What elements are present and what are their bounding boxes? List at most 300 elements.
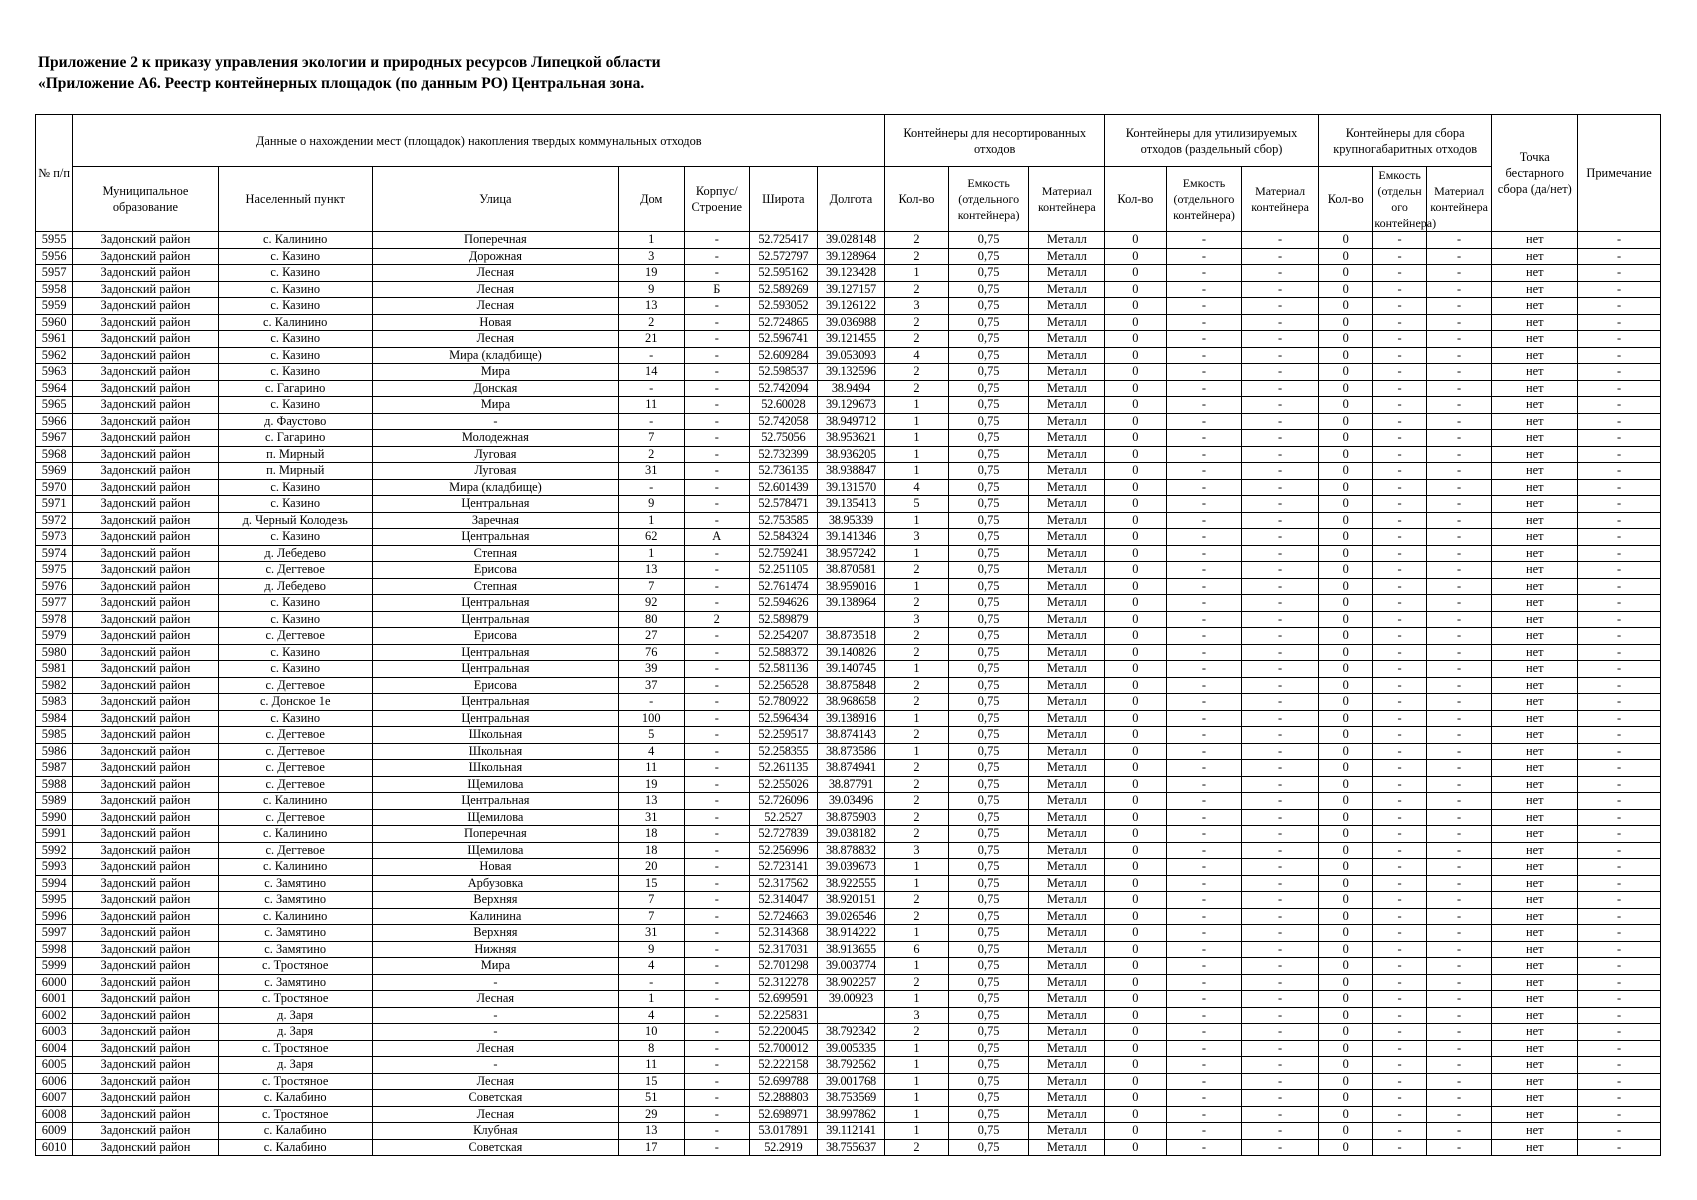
- cell-lat: 52.753585: [750, 512, 818, 529]
- cell-street: Верхняя: [372, 925, 618, 942]
- cell-lat: 52.759241: [750, 545, 818, 562]
- cell-municipality: Задонский район: [73, 545, 218, 562]
- cell-recycle-material: -: [1242, 727, 1319, 744]
- cell-municipality: Задонский район: [73, 694, 218, 711]
- cell-bagless: нет: [1492, 842, 1578, 859]
- cell-house: 19: [618, 776, 684, 793]
- table-row: [36, 611, 1661, 628]
- cell-unsorted-material: Металл: [1029, 991, 1105, 1008]
- cell-unsorted-capacity: 0,75: [948, 842, 1029, 859]
- cell-house: 10: [618, 1024, 684, 1041]
- cell-building: Б: [684, 281, 750, 298]
- cell-house: 11: [618, 1057, 684, 1074]
- cell-recycle-capacity: -: [1166, 710, 1242, 727]
- cell-settlement: с. Тростяное: [218, 1106, 372, 1123]
- cell-bulky-count: 0: [1318, 248, 1372, 265]
- cell-lat: 52.609284: [750, 347, 818, 364]
- table-header: [36, 115, 1661, 232]
- cell-unsorted-material: Металл: [1029, 611, 1105, 628]
- cell-bulky-capacity: -: [1373, 1007, 1426, 1024]
- cell-bulky-material: -: [1426, 413, 1492, 430]
- cell-recycle-count: 0: [1105, 793, 1167, 810]
- table-row: [36, 364, 1661, 381]
- cell-lon: 38.902257: [817, 974, 885, 991]
- table-row: [36, 413, 1661, 430]
- cell-recycle-count: 0: [1105, 1040, 1167, 1057]
- cell-unsorted-count: 2: [885, 892, 949, 909]
- table-row: [36, 925, 1661, 942]
- cell-note: -: [1578, 430, 1661, 447]
- cell-settlement: с. Казино: [218, 298, 372, 315]
- cell-recycle-capacity: -: [1166, 298, 1242, 315]
- cell-bulky-count: 0: [1318, 364, 1372, 381]
- cell-bulky-capacity: -: [1373, 859, 1426, 876]
- cell-recycle-count: 0: [1105, 413, 1167, 430]
- cell-unsorted-capacity: 0,75: [948, 397, 1029, 414]
- cell-street: Школьная: [372, 727, 618, 744]
- cell-unsorted-material: Металл: [1029, 776, 1105, 793]
- cell-house: 13: [618, 298, 684, 315]
- cell-unsorted-capacity: 0,75: [948, 974, 1029, 991]
- cell-lat: 52.727839: [750, 826, 818, 843]
- cell-recycle-count: 0: [1105, 941, 1167, 958]
- cell-municipality: Задонский район: [73, 958, 218, 975]
- table-row: [36, 248, 1661, 265]
- cell-bulky-capacity: -: [1373, 1090, 1426, 1107]
- cell-lon: 38.997862: [817, 1106, 885, 1123]
- cell-recycle-material: -: [1242, 397, 1319, 414]
- cell-bulky-material: -: [1426, 892, 1492, 909]
- cell-building: -: [684, 892, 750, 909]
- cell-unsorted-material: Металл: [1029, 578, 1105, 595]
- cell-recycle-capacity: -: [1166, 611, 1242, 628]
- cell-unsorted-count: 3: [885, 1007, 949, 1024]
- cell-unsorted-material: Металл: [1029, 331, 1105, 348]
- cell-num: 5967: [36, 430, 73, 447]
- cell-bulky-material: -: [1426, 925, 1492, 942]
- cell-recycle-count: 0: [1105, 265, 1167, 282]
- cell-note: -: [1578, 727, 1661, 744]
- cell-bagless: нет: [1492, 347, 1578, 364]
- cell-num: 5998: [36, 941, 73, 958]
- cell-num: 5999: [36, 958, 73, 975]
- cell-bagless: нет: [1492, 908, 1578, 925]
- cell-bulky-material: -: [1426, 611, 1492, 628]
- title-line-1: Приложение 2 к приказу управления экологии и природных ресурсов Липецкой области: [38, 54, 661, 71]
- header-lat: Широта: [750, 167, 818, 232]
- cell-recycle-count: 0: [1105, 743, 1167, 760]
- table-row: [36, 562, 1661, 579]
- cell-unsorted-count: 2: [885, 1024, 949, 1041]
- cell-recycle-material: -: [1242, 347, 1319, 364]
- cell-num: 5994: [36, 875, 73, 892]
- cell-street: Ерисова: [372, 628, 618, 645]
- cell-recycle-count: 0: [1105, 529, 1167, 546]
- cell-settlement: п. Мирный: [218, 446, 372, 463]
- cell-house: 5: [618, 727, 684, 744]
- cell-building: -: [684, 265, 750, 282]
- cell-municipality: Задонский район: [73, 628, 218, 645]
- cell-bulky-capacity: -: [1373, 529, 1426, 546]
- cell-house: 2: [618, 314, 684, 331]
- cell-bulky-capacity: -: [1373, 727, 1426, 744]
- cell-house: 9: [618, 496, 684, 513]
- cell-unsorted-count: 2: [885, 314, 949, 331]
- cell-bagless: нет: [1492, 991, 1578, 1008]
- header-bulky-capacity: Емкость (отдельн ого контейнера): [1374, 168, 1437, 230]
- cell-municipality: Задонский район: [73, 776, 218, 793]
- cell-recycle-capacity: -: [1166, 1090, 1242, 1107]
- table-row: [36, 446, 1661, 463]
- cell-recycle-capacity: -: [1166, 661, 1242, 678]
- cell-bagless: нет: [1492, 512, 1578, 529]
- cell-recycle-capacity: -: [1166, 908, 1242, 925]
- cell-unsorted-count: 2: [885, 248, 949, 265]
- cell-note: -: [1578, 413, 1661, 430]
- header-unsorted-group: Контейнеры для несортированных отходов: [885, 115, 1105, 167]
- cell-house: 76: [618, 644, 684, 661]
- cell-bagless: нет: [1492, 1057, 1578, 1074]
- cell-recycle-material: -: [1242, 941, 1319, 958]
- cell-recycle-capacity: -: [1166, 232, 1242, 249]
- cell-lat: 52.598537: [750, 364, 818, 381]
- cell-unsorted-capacity: 0,75: [948, 826, 1029, 843]
- cell-bagless: нет: [1492, 1139, 1578, 1156]
- cell-num: 5963: [36, 364, 73, 381]
- cell-num: 5975: [36, 562, 73, 579]
- cell-recycle-material: -: [1242, 611, 1319, 628]
- cell-recycle-capacity: -: [1166, 793, 1242, 810]
- cell-recycle-capacity: -: [1166, 1024, 1242, 1041]
- table-row: [36, 545, 1661, 562]
- cell-recycle-count: 0: [1105, 1024, 1167, 1041]
- cell-note: -: [1578, 562, 1661, 579]
- cell-recycle-capacity: -: [1166, 925, 1242, 942]
- cell-unsorted-capacity: 0,75: [948, 578, 1029, 595]
- cell-street: Заречная: [372, 512, 618, 529]
- cell-house: 9: [618, 941, 684, 958]
- cell-recycle-capacity: -: [1166, 1073, 1242, 1090]
- cell-building: -: [684, 1040, 750, 1057]
- cell-num: 5962: [36, 347, 73, 364]
- cell-building: -: [684, 347, 750, 364]
- cell-unsorted-count: 1: [885, 265, 949, 282]
- cell-num: 5969: [36, 463, 73, 480]
- cell-house: 7: [618, 430, 684, 447]
- cell-bulky-material: -: [1426, 1106, 1492, 1123]
- cell-bulky-capacity: -: [1373, 413, 1426, 430]
- cell-bulky-capacity: -: [1373, 562, 1426, 579]
- cell-lon: 38.873586: [817, 743, 885, 760]
- table-row: [36, 710, 1661, 727]
- cell-recycle-count: 0: [1105, 991, 1167, 1008]
- cell-unsorted-material: Металл: [1029, 628, 1105, 645]
- cell-recycle-capacity: -: [1166, 545, 1242, 562]
- cell-num: 5973: [36, 529, 73, 546]
- cell-unsorted-material: Металл: [1029, 496, 1105, 513]
- cell-bulky-material: -: [1426, 496, 1492, 513]
- cell-lat: 52.742094: [750, 380, 818, 397]
- cell-num: 6008: [36, 1106, 73, 1123]
- cell-building: -: [684, 826, 750, 843]
- cell-unsorted-material: Металл: [1029, 595, 1105, 612]
- cell-recycle-capacity: -: [1166, 265, 1242, 282]
- cell-unsorted-count: 4: [885, 479, 949, 496]
- cell-lon: 38.959016: [817, 578, 885, 595]
- cell-building: -: [684, 677, 750, 694]
- cell-bulky-capacity: -: [1373, 595, 1426, 612]
- cell-bulky-count: 0: [1318, 479, 1372, 496]
- cell-note: -: [1578, 529, 1661, 546]
- cell-lon: 39.123428: [817, 265, 885, 282]
- cell-lon: 39.036988: [817, 314, 885, 331]
- cell-recycle-material: -: [1242, 793, 1319, 810]
- cell-bulky-capacity: -: [1373, 793, 1426, 810]
- cell-recycle-material: -: [1242, 430, 1319, 447]
- cell-bulky-count: 0: [1318, 1106, 1372, 1123]
- cell-lon: 39.121455: [817, 331, 885, 348]
- cell-note: -: [1578, 661, 1661, 678]
- cell-unsorted-material: Металл: [1029, 512, 1105, 529]
- cell-building: -: [684, 1106, 750, 1123]
- cell-bulky-material: -: [1426, 628, 1492, 645]
- cell-note: -: [1578, 710, 1661, 727]
- cell-unsorted-count: 2: [885, 281, 949, 298]
- header-lon: Долгота: [817, 167, 885, 232]
- cell-lat: 52.595162: [750, 265, 818, 282]
- cell-unsorted-material: Металл: [1029, 842, 1105, 859]
- cell-recycle-count: 0: [1105, 727, 1167, 744]
- cell-bulky-capacity: -: [1373, 1123, 1426, 1140]
- cell-municipality: Задонский район: [73, 826, 218, 843]
- cell-house: -: [618, 974, 684, 991]
- cell-recycle-count: 0: [1105, 562, 1167, 579]
- cell-lon: 39.128964: [817, 248, 885, 265]
- cell-recycle-material: -: [1242, 859, 1319, 876]
- cell-bulky-count: 0: [1318, 974, 1372, 991]
- cell-unsorted-count: 2: [885, 562, 949, 579]
- cell-unsorted-capacity: 0,75: [948, 875, 1029, 892]
- cell-municipality: Задонский район: [73, 1106, 218, 1123]
- header-location-group: Данные о нахождении мест (площадок) накопления твердых коммунальных отходов: [73, 115, 885, 167]
- cell-settlement: с. Дегтевое: [218, 727, 372, 744]
- cell-lat: 52.2527: [750, 809, 818, 826]
- cell-unsorted-material: Металл: [1029, 248, 1105, 265]
- table-row: [36, 463, 1661, 480]
- cell-unsorted-capacity: 0,75: [948, 545, 1029, 562]
- cell-lon: 39.131570: [817, 479, 885, 496]
- cell-municipality: Задонский район: [73, 479, 218, 496]
- cell-bulky-material: -: [1426, 248, 1492, 265]
- cell-unsorted-capacity: 0,75: [948, 281, 1029, 298]
- cell-bagless: нет: [1492, 1040, 1578, 1057]
- header-recycle-material: Материал контейнера: [1242, 167, 1319, 232]
- cell-bulky-material: -: [1426, 463, 1492, 480]
- cell-unsorted-material: Металл: [1029, 793, 1105, 810]
- cell-street: Центральная: [372, 595, 618, 612]
- cell-bagless: нет: [1492, 248, 1578, 265]
- cell-bulky-count: 0: [1318, 760, 1372, 777]
- cell-bulky-material: -: [1426, 562, 1492, 579]
- cell-recycle-capacity: -: [1166, 578, 1242, 595]
- table-row: [36, 1090, 1661, 1107]
- cell-recycle-material: -: [1242, 496, 1319, 513]
- cell-recycle-material: -: [1242, 743, 1319, 760]
- cell-bulky-capacity: -: [1373, 710, 1426, 727]
- cell-bagless: нет: [1492, 331, 1578, 348]
- cell-recycle-capacity: -: [1166, 842, 1242, 859]
- cell-street: -: [372, 1007, 618, 1024]
- cell-bulky-material: -: [1426, 727, 1492, 744]
- cell-num: 5974: [36, 545, 73, 562]
- cell-lon: 38.938847: [817, 463, 885, 480]
- cell-recycle-count: 0: [1105, 875, 1167, 892]
- cell-unsorted-count: 1: [885, 661, 949, 678]
- cell-recycle-material: -: [1242, 595, 1319, 612]
- cell-municipality: Задонский район: [73, 644, 218, 661]
- cell-unsorted-material: Металл: [1029, 1024, 1105, 1041]
- cell-building: -: [684, 925, 750, 942]
- cell-recycle-count: 0: [1105, 248, 1167, 265]
- cell-note: -: [1578, 1139, 1661, 1156]
- cell-lat: 52.261135: [750, 760, 818, 777]
- cell-recycle-count: 0: [1105, 1123, 1167, 1140]
- cell-bagless: нет: [1492, 397, 1578, 414]
- cell-lat: 52.780922: [750, 694, 818, 711]
- cell-num: 5961: [36, 331, 73, 348]
- cell-unsorted-count: 1: [885, 578, 949, 595]
- cell-recycle-material: -: [1242, 446, 1319, 463]
- cell-municipality: Задонский район: [73, 974, 218, 991]
- cell-bulky-count: 0: [1318, 314, 1372, 331]
- cell-unsorted-count: 6: [885, 941, 949, 958]
- cell-municipality: Задонский район: [73, 1090, 218, 1107]
- cell-unsorted-count: 2: [885, 331, 949, 348]
- cell-recycle-material: -: [1242, 760, 1319, 777]
- header-note: Примечание: [1578, 115, 1661, 232]
- cell-note: -: [1578, 1123, 1661, 1140]
- cell-recycle-count: 0: [1105, 644, 1167, 661]
- cell-bagless: нет: [1492, 545, 1578, 562]
- cell-recycle-count: 0: [1105, 397, 1167, 414]
- cell-note: -: [1578, 1024, 1661, 1041]
- cell-bulky-count: 0: [1318, 809, 1372, 826]
- cell-bulky-count: 0: [1318, 1139, 1372, 1156]
- cell-building: -: [684, 496, 750, 513]
- cell-bulky-capacity: -: [1373, 611, 1426, 628]
- table-row: [36, 875, 1661, 892]
- cell-building: А: [684, 529, 750, 546]
- cell-note: -: [1578, 281, 1661, 298]
- cell-lat: 52.220045: [750, 1024, 818, 1041]
- header-bulky-count: Кол-во: [1318, 167, 1372, 232]
- cell-street: Лесная: [372, 1040, 618, 1057]
- cell-settlement: с. Дегтевое: [218, 809, 372, 826]
- cell-house: 1: [618, 512, 684, 529]
- cell-recycle-capacity: -: [1166, 1106, 1242, 1123]
- cell-unsorted-count: 1: [885, 545, 949, 562]
- cell-bulky-capacity: -: [1373, 776, 1426, 793]
- cell-lon: 38.922555: [817, 875, 885, 892]
- cell-note: -: [1578, 1106, 1661, 1123]
- cell-bulky-count: 0: [1318, 776, 1372, 793]
- cell-house: 11: [618, 397, 684, 414]
- cell-street: -: [372, 974, 618, 991]
- cell-unsorted-material: Металл: [1029, 1090, 1105, 1107]
- cell-note: -: [1578, 677, 1661, 694]
- cell-street: Нижняя: [372, 941, 618, 958]
- cell-lon: 39.140745: [817, 661, 885, 678]
- cell-municipality: Задонский район: [73, 1073, 218, 1090]
- cell-note: -: [1578, 760, 1661, 777]
- cell-lat: 52.572797: [750, 248, 818, 265]
- cell-lat: 52.589269: [750, 281, 818, 298]
- cell-bulky-material: -: [1426, 842, 1492, 859]
- cell-unsorted-count: 1: [885, 446, 949, 463]
- cell-building: -: [684, 941, 750, 958]
- cell-house: -: [618, 694, 684, 711]
- cell-house: 13: [618, 562, 684, 579]
- cell-bulky-capacity: -: [1373, 232, 1426, 249]
- cell-num: 5957: [36, 265, 73, 282]
- cell-recycle-capacity: -: [1166, 446, 1242, 463]
- cell-num: 6001: [36, 991, 73, 1008]
- cell-note: -: [1578, 991, 1661, 1008]
- cell-note: -: [1578, 331, 1661, 348]
- cell-recycle-material: -: [1242, 974, 1319, 991]
- cell-num: 5966: [36, 413, 73, 430]
- cell-bagless: нет: [1492, 694, 1578, 711]
- cell-recycle-material: -: [1242, 809, 1319, 826]
- cell-recycle-capacity: -: [1166, 562, 1242, 579]
- table-row: [36, 1106, 1661, 1123]
- cell-settlement: д. Заря: [218, 1007, 372, 1024]
- cell-settlement: с. Тростяное: [218, 958, 372, 975]
- cell-bulky-material: -: [1426, 809, 1492, 826]
- cell-num: 5965: [36, 397, 73, 414]
- cell-municipality: Задонский район: [73, 842, 218, 859]
- cell-recycle-count: 0: [1105, 1057, 1167, 1074]
- cell-num: 6002: [36, 1007, 73, 1024]
- cell-street: Школьная: [372, 760, 618, 777]
- table-row: [36, 298, 1661, 315]
- cell-lat: 52.578471: [750, 496, 818, 513]
- cell-bagless: нет: [1492, 925, 1578, 942]
- cell-bagless: нет: [1492, 644, 1578, 661]
- cell-settlement: с. Казино: [218, 248, 372, 265]
- cell-house: 14: [618, 364, 684, 381]
- cell-num: 5979: [36, 628, 73, 645]
- cell-bulky-material: -: [1426, 232, 1492, 249]
- cell-settlement: д. Заря: [218, 1057, 372, 1074]
- cell-bulky-capacity: -: [1373, 265, 1426, 282]
- cell-unsorted-count: 3: [885, 611, 949, 628]
- cell-lon: 38.95339: [817, 512, 885, 529]
- cell-bulky-count: 0: [1318, 991, 1372, 1008]
- cell-settlement: с. Замятино: [218, 941, 372, 958]
- cell-building: -: [684, 842, 750, 859]
- cell-recycle-capacity: -: [1166, 826, 1242, 843]
- cell-unsorted-capacity: 0,75: [948, 1139, 1029, 1156]
- cell-house: 7: [618, 908, 684, 925]
- cell-building: -: [684, 1123, 750, 1140]
- cell-house: 19: [618, 265, 684, 282]
- cell-recycle-material: -: [1242, 958, 1319, 975]
- cell-recycle-material: -: [1242, 512, 1319, 529]
- table-row: [36, 578, 1661, 595]
- cell-lat: 52.588372: [750, 644, 818, 661]
- cell-lat: 52.726096: [750, 793, 818, 810]
